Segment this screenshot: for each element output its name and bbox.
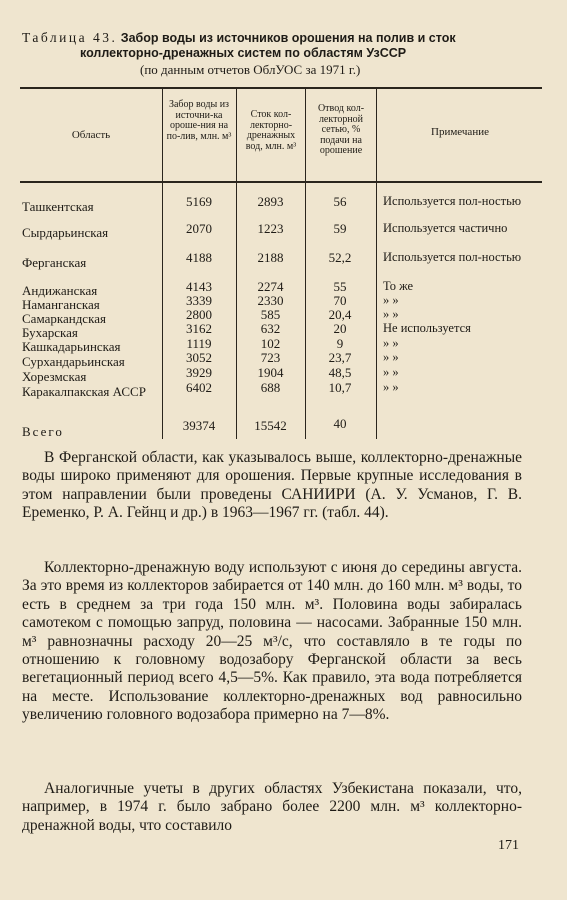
table-row-intake: 6402 xyxy=(186,380,212,395)
table-row-runoff: 723 xyxy=(260,350,281,365)
table-row-intake: 4188 xyxy=(186,250,212,265)
body-paragraph: В Ферганской области, как указывалось выше, коллекторно-дренажные воды широко применяют для орошения. Первые крупные исследования в этом направлении были проведены САНИИРИ (А. У. Усманов, Г. В. Еременко, Р. А. Гейнц и др.) в 1963—1967 гг. (табл. 44). xyxy=(22,449,522,522)
table-row-runoff: 1904 xyxy=(257,365,284,380)
header-note: Примечание xyxy=(431,126,489,138)
table-row-intake: 1119 xyxy=(186,336,212,351)
table-row-note: Используется пол-ностью xyxy=(383,250,522,264)
table-row-region: Наманганская xyxy=(22,297,100,312)
table-row-note: » » xyxy=(383,365,399,379)
table-row-drain: 9 xyxy=(336,336,344,351)
table-row-drain: 55 xyxy=(333,279,347,294)
table-row-drain: 52,2 xyxy=(328,250,352,265)
table-row-region: Хорезмская xyxy=(22,369,87,384)
table-row-region: Кашкадарьинская xyxy=(22,339,121,354)
table-row-runoff: 1223 xyxy=(257,221,284,236)
table-row-drain: 23,7 xyxy=(328,350,352,365)
table-row-intake: 3339 xyxy=(186,293,212,308)
table-row-region: Самаркандская xyxy=(22,311,106,326)
table-row-intake: 2070 xyxy=(186,221,212,236)
table-row-note: » » xyxy=(383,336,399,350)
table-col-divider xyxy=(376,89,377,439)
table-row-runoff: 2330 xyxy=(257,293,284,308)
table-row-runoff: 102 xyxy=(260,336,281,351)
table-row-note: » » xyxy=(383,350,399,364)
table-row-region: Каракалпакская АССР xyxy=(22,384,146,399)
table-row-note: » » xyxy=(383,307,399,321)
table-row-runoff: 2893 xyxy=(257,194,284,209)
table-caption-label: Таблица 43. xyxy=(22,30,118,45)
table-row-intake: 4143 xyxy=(186,279,212,294)
table-row-drain: 20,4 xyxy=(328,307,352,322)
table-row-region: Ферганская xyxy=(22,255,87,270)
header-intake: Забор воды из источни-ка ороше-ния на по-лив, млн. м³ xyxy=(166,99,232,142)
table-row-region: Бухарская xyxy=(22,325,78,340)
table-row-intake: 3929 xyxy=(186,365,212,380)
table-header-rule xyxy=(20,181,542,183)
table-row-region: Сырдарьинская xyxy=(22,225,109,240)
table-title-line2-wrap xyxy=(80,46,550,61)
table-total-runoff: 15542 xyxy=(254,418,287,433)
table-row-note: То же xyxy=(383,279,414,293)
page-number: 171 xyxy=(498,838,519,853)
body-paragraph: Аналогичные учеты в других областях Узбекистана показали, что, например, в 1974 г. было забрано более 2200 млн. м³ коллекторно-дренажной воды, что составило xyxy=(22,780,522,834)
table-row-region: Андижанская xyxy=(22,283,98,298)
table-row-runoff: 688 xyxy=(260,380,281,395)
table-total-label: Всего xyxy=(22,424,64,439)
table-row-drain: 59 xyxy=(333,221,347,236)
table-top-rule xyxy=(20,87,542,89)
table-row-note: Используется пол-ностью xyxy=(383,194,522,208)
table-row-note: Используется частично xyxy=(383,221,508,235)
table-row-note: » » xyxy=(383,293,399,307)
table-row-drain: 56 xyxy=(333,194,347,209)
header-region: Область xyxy=(71,129,111,141)
table-row-drain: 48,5 xyxy=(328,365,352,380)
table-row-runoff: 585 xyxy=(260,307,281,322)
table-row-intake: 3052 xyxy=(186,350,212,365)
table-row-note: Не используется xyxy=(383,321,471,335)
table-row-intake: 2800 xyxy=(186,307,212,322)
table-total-drain: 40 xyxy=(333,416,347,431)
table-row-runoff: 2274 xyxy=(257,279,284,294)
table-title-line2: коллекторно-дренажных систем по областям УзССР xyxy=(80,46,407,60)
table-row-intake: 3162 xyxy=(186,321,212,336)
table-row-region: Ташкентская xyxy=(22,199,94,214)
table-row-drain: 20 xyxy=(333,321,347,336)
table-caption xyxy=(22,30,552,46)
body-paragraph: Коллекторно-дренажную воду используют с июня до середины августа. За это время из коллекторов забирается от 140 млн. до 160 млн. м³ воды, то есть в среднем за три года 150 млн. м³. Половина воды забиралась самотеком с помощью запруд, половина — насосами. Забранные 150 млн. м³ равнозначны расходу 20—25 м³/с, что составляло в те годы по отношению к головному водозабору Ферганской области за весь вегетационный период всего 4,5—5%. Как правило, эта вода потребляется на месте. Использование коллекторно-дренажных вод равносильно увеличению головного водозабора примерно на 7—8%. xyxy=(22,559,522,724)
table-row-drain: 70 xyxy=(333,293,347,308)
table-row-intake: 5169 xyxy=(186,194,212,209)
table-row-drain: 10,7 xyxy=(328,380,352,395)
table-title-line1: Забор воды из источников орошения на полив и сток xyxy=(120,31,456,45)
table-row-note: » » xyxy=(383,380,399,394)
table-total-intake: 39374 xyxy=(182,418,216,433)
table-row-runoff: 2188 xyxy=(257,250,284,265)
header-runoff: Сток кол-лекторно-дренажных вод, млн. м³ xyxy=(245,109,297,152)
table-source: (по данным отчетов ОблУОС за 1971 г.) xyxy=(140,62,361,77)
table-row-region: Сурхандарьинская xyxy=(22,354,125,369)
header-drain: Отвод кол-лекторной сетью, % подачи на орошение xyxy=(317,103,365,156)
table-row-runoff: 632 xyxy=(260,321,281,336)
